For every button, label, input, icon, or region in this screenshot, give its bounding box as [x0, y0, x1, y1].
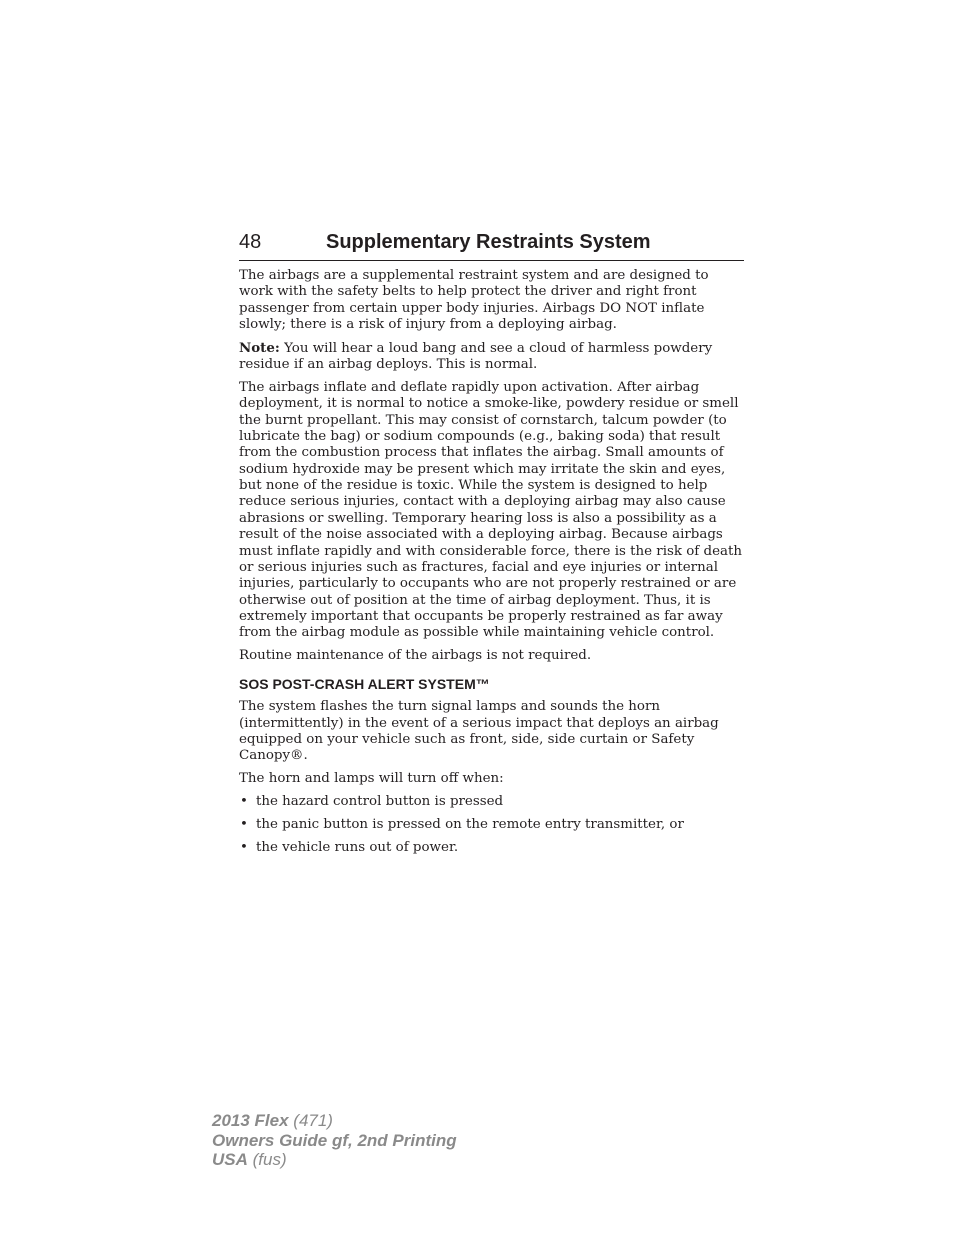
- note-paragraph: [239, 340, 744, 374]
- paragraph-maintenance: Routine maintenance of the airbags is not required.: [239, 648, 592, 664]
- paragraph-airbag-deployment: The airbags inflate and deflate rapidly upon activation. After airbag deployment, it is normal to notice a smoke-like, powdery residue or smell the burnt propellant. This may consist of cornstarch, talcum powder (to lubricate the bag) or sodium compounds (e.g., baking soda) that result from the combustion process that inflates the airbag. Small amounts of sodium hydroxide may be present which may irritate the skin and eyes, but none of the residue is toxic. While the system is designed to help reduce serious injuries, contact with a deploying airbag may also cause abrasions or swelling. Temporary hearing loss is also a possibility as a result of the noise associated with a deploying airbag. Because airbags must inflate rapidly and with considerable force, there is the risk of death or serious injuries such as fractures, facial and eye injuries or internal injuries, particularly to occupants who are not properly restrained or are otherwise out of position at the time of airbag deployment. Thus, it is extremely important that occupants be properly restrained as far away from the airbag module as possible while maintaining vehicle control.: [239, 380, 742, 641]
- bullet-icon: •: [240, 816, 248, 832]
- page-footer: [212, 1111, 457, 1170]
- list-item-text: the hazard control button is pressed: [256, 794, 504, 810]
- section-title: Supplementary Restraints System: [326, 231, 651, 253]
- footer-model: 2013 Flex: [212, 1111, 289, 1130]
- turn-off-conditions-list: [239, 794, 744, 856]
- footer-line-model: [212, 1111, 457, 1131]
- note-label: Note:: [239, 339, 280, 356]
- list-item-text: the vehicle runs out of power.: [256, 839, 459, 855]
- paragraph-sos-turn-off: The horn and lamps will turn off when:: [239, 771, 504, 787]
- footer-market: USA: [212, 1150, 248, 1169]
- page-header: [239, 228, 744, 261]
- footer-model-code: (471): [288, 1111, 333, 1130]
- footer-market-code: (fus): [247, 1150, 287, 1169]
- page-content: [239, 268, 744, 863]
- sos-heading: SOS POST-CRASH ALERT SYSTEM™: [239, 676, 490, 693]
- list-item-text: the panic button is pressed on the remote entry transmitter, or: [256, 816, 684, 832]
- note-text: You will hear a loud bang and see a cloud of harmless powdery residue if an airbag deploys. This is normal.: [239, 340, 713, 373]
- footer-line-market: [212, 1150, 457, 1170]
- bullet-icon: •: [240, 839, 248, 855]
- bullet-icon: •: [240, 794, 248, 810]
- list-item: [239, 817, 744, 833]
- paragraph-airbag-intro: The airbags are a supplemental restraint system and are designed to work with the safety belts to help protect the driver and right front passenger from certain upper body injuries. Airbags DO NOT inflate slowly; there is a risk of injury from a deploying airbag.: [239, 268, 709, 333]
- page-number: 48: [239, 231, 262, 253]
- list-item: [239, 840, 744, 856]
- footer-line-guide: Owners Guide gf, 2nd Printing: [212, 1130, 457, 1150]
- list-item: [239, 794, 744, 810]
- paragraph-sos-description: The system flashes the turn signal lamps and sounds the horn (intermittently) in the event of a serious impact that deploys an airbag equipped on your vehicle such as front, side, side curtain or Safety Canopy®.: [239, 699, 719, 764]
